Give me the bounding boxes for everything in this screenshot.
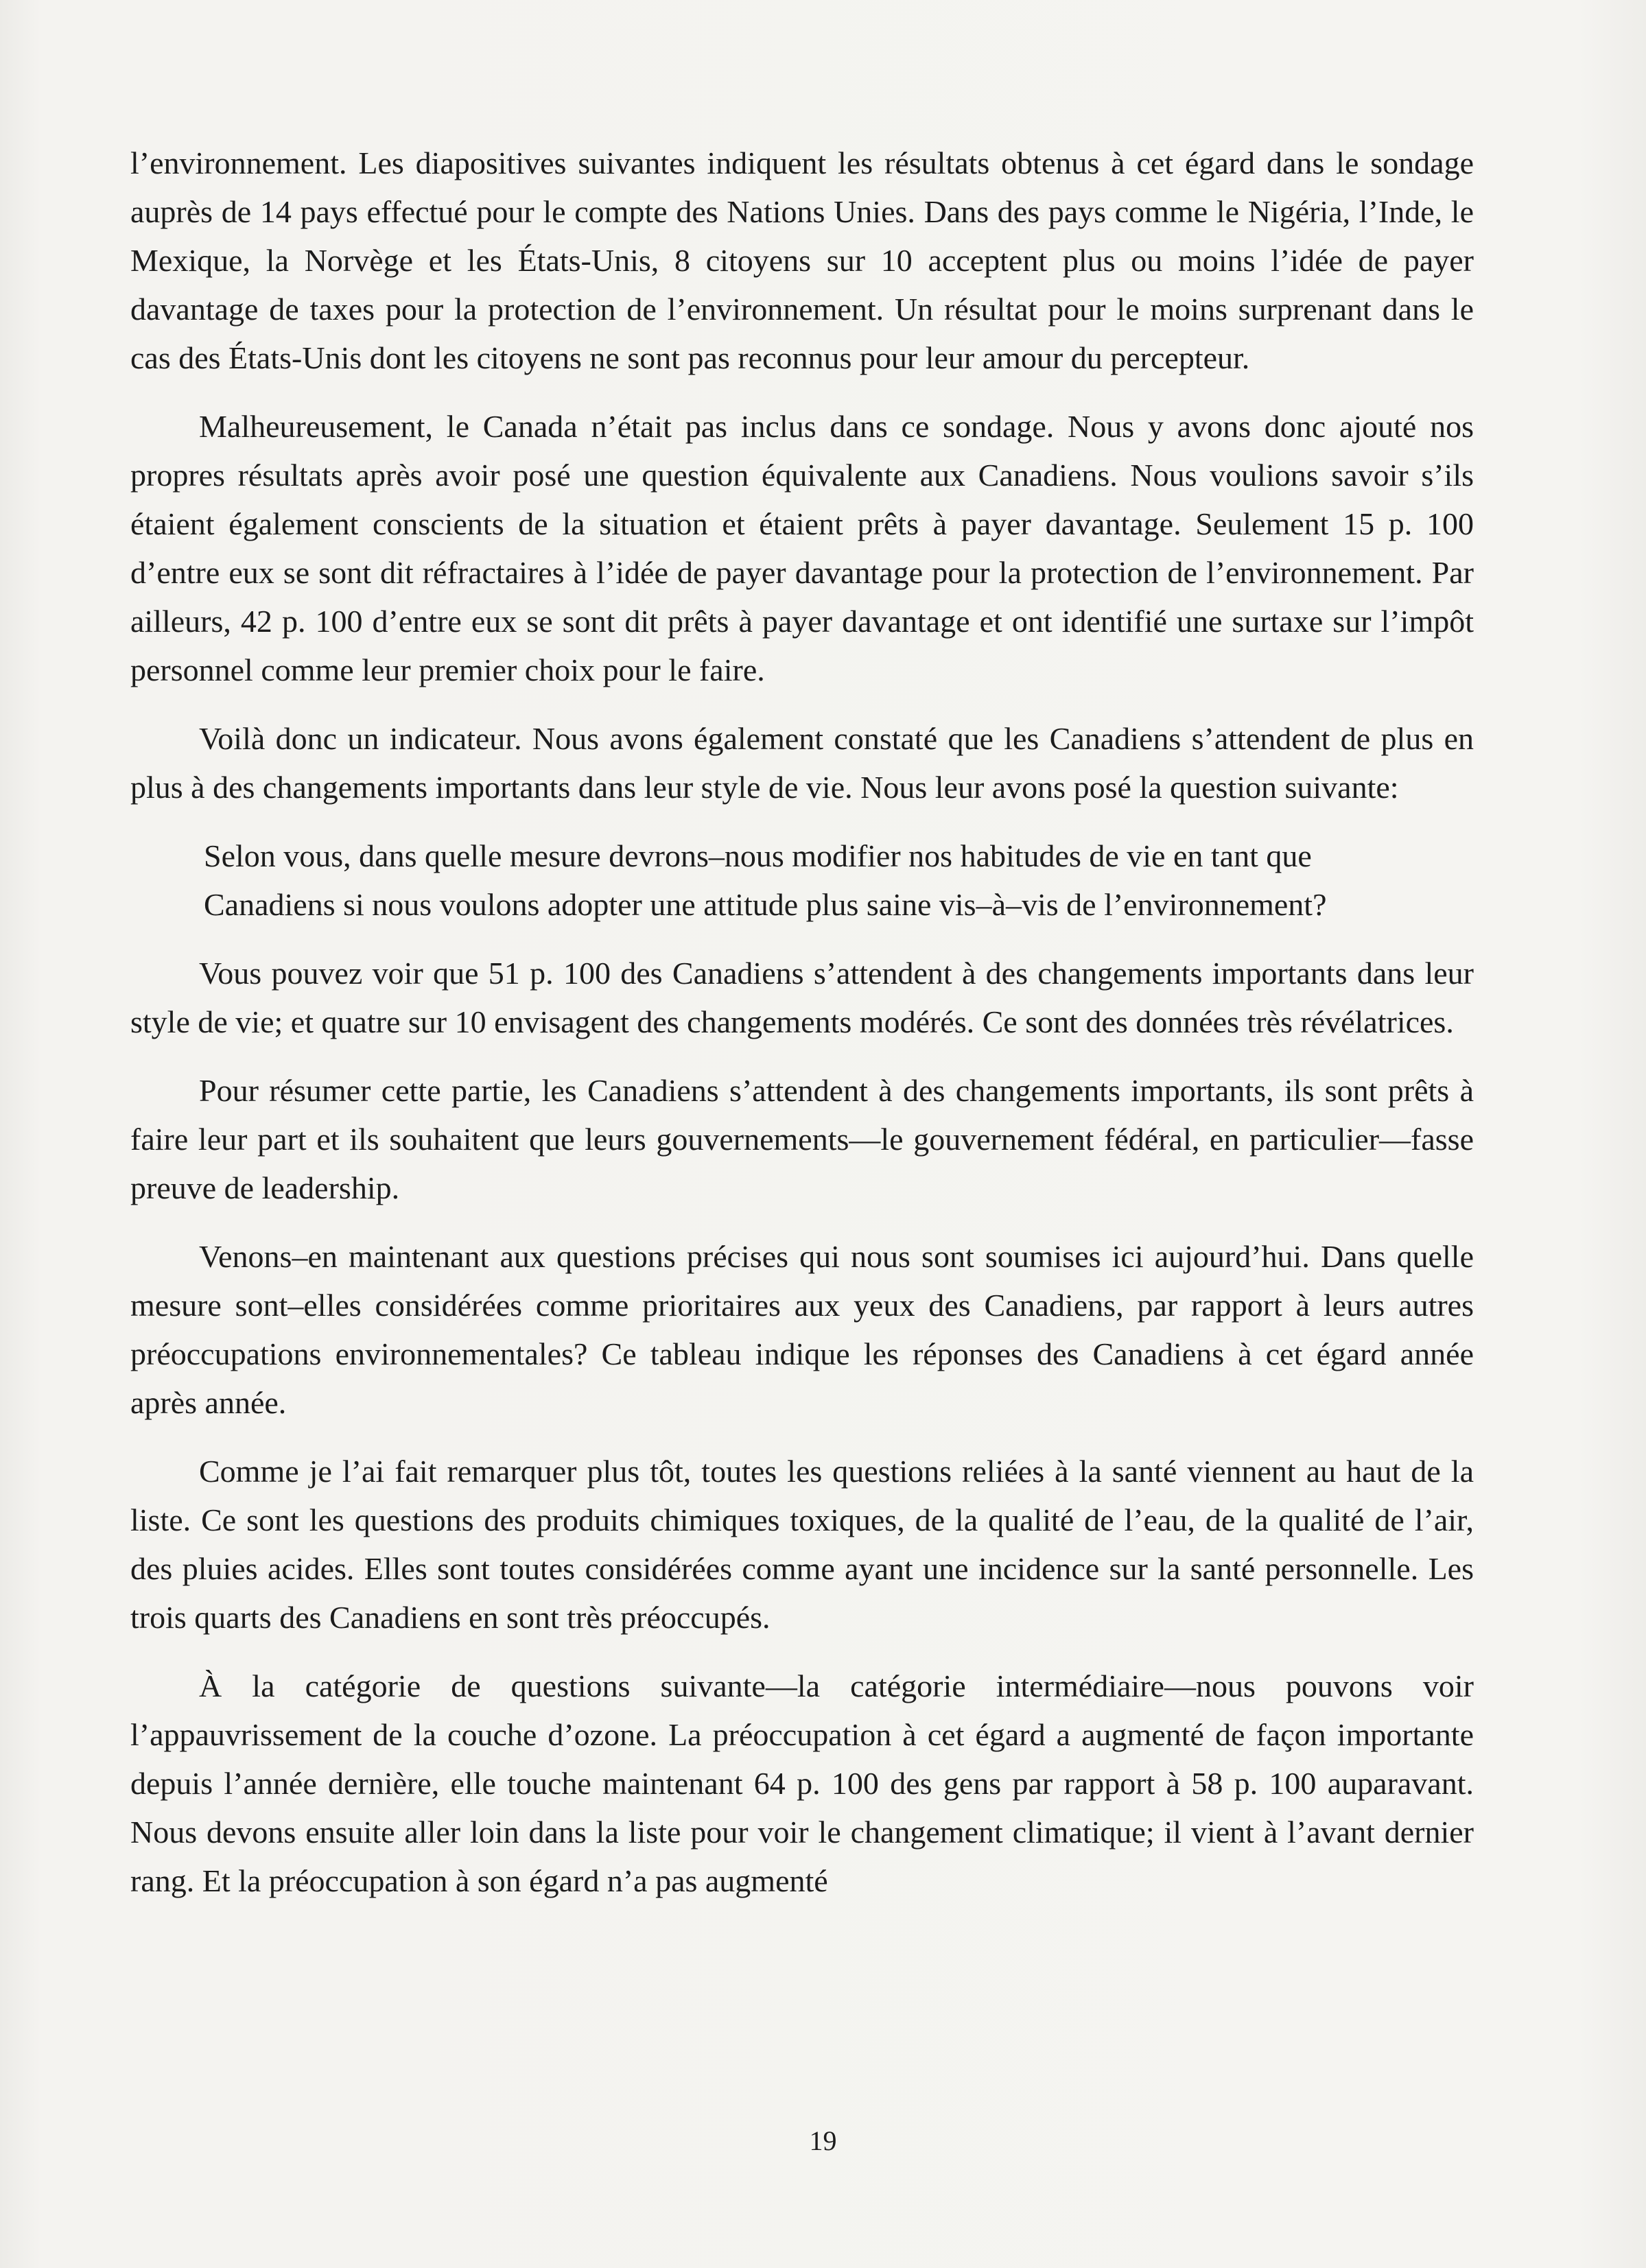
page-number: 19: [809, 2125, 837, 2156]
survey-question-quote: Selon vous, dans quelle mesure devrons–nous modifier nos habitudes de vie en tant que Canadiens si nous voulons adopter une attitude plus saine vis–à–vis de l’environnement?: [204, 838, 1327, 922]
paragraph-5: Pour résumer cette partie, les Canadiens s’attendent à des changements importants, ils sont prêts à faire leur part et ils souhaitent que leurs gouvernements—le gouvernement fédéral, en particulier—fasse preuve de leadership.: [130, 1073, 1474, 1205]
paragraph-4: Vous pouvez voir que 51 p. 100 des Canadiens s’attendent à des changements importants dans leur style de vie; et quatre sur 10 envisagent des changements modérés. Ce sont des données très révélatrices.: [130, 956, 1474, 1039]
paragraph-7: Comme je l’ai fait remarquer plus tôt, toutes les questions reliées à la santé viennent au haut de la liste. Ce sont les questions des produits chimiques toxiques, de la qualité de l’eau, de la qualité de l’air, des pluies acides. Elles sont toutes considérées comme ayant une incidence sur la santé personnelle. Les trois quarts des Canadiens en sont très préoccupés.: [130, 1454, 1474, 1635]
body-text: [130, 139, 1474, 1925]
paragraph-3: Voilà donc un indicateur. Nous avons également constaté que les Canadiens s’attendent de plus en plus à des changements importants dans leur style de vie. Nous leur avons posé la question suivante:: [130, 721, 1474, 805]
paragraph-2: Malheureusement, le Canada n’était pas inclus dans ce sondage. Nous y avons donc ajouté nos propres résultats après avoir posé une question équivalente aux Canadiens. Nous voulions savoir s’ils étaient également conscients de la situation et étaient prêts à payer davantage. Seulement 15 p. 100 d’entre eux se sont dit réfractaires à l’idée de payer davantage pour la protection de l’environnement. Par ailleurs, 42 p. 100 d’entre eux se sont dit prêts à payer davantage et ont identifié une surtaxe sur l’impôt personnel comme leur premier choix pour le faire.: [130, 409, 1474, 687]
paragraph-1: l’environnement. Les diapositives suivantes indiquent les résultats obtenus à cet égard dans le sondage auprès de 14 pays effectué pour le compte des Nations Unies. Dans des pays comme le Nigéria, l’Inde, le Mexique, la Norvège et les États-Unis, 8 citoyens sur 10 acceptent plus ou moins l’idée de payer davantage de taxes pour la protection de l’environnement. Un résultat pour le moins surprenant dans le cas des États-Unis dont les citoyens ne sont pas reconnus pour leur amour du percepteur.: [130, 145, 1474, 375]
paragraph-8: À la catégorie de questions suivante—la catégorie intermédiaire—nous pouvons voir l’appauvrissement de la couche d’ozone. La préoccupation à cet égard a augmenté de façon importante depuis l’année dernière, elle touche maintenant 64 p. 100 des gens par rapport à 58 p. 100 auparavant. Nous devons ensuite aller loin dans la liste pour voir le changement climatique; il vient à l’avant dernier rang. Et la préoccupation à son égard n’a pas augmenté: [130, 1668, 1474, 1898]
paragraph-6: Venons–en maintenant aux questions précises qui nous sont soumises ici aujourd’hui. Dans quelle mesure sont–elles considérées comme prioritaires aux yeux des Canadiens, par rapport à leurs autres préoccupations environnementales? Ce tableau indique les réponses des Canadiens à cet égard année après année.: [130, 1239, 1474, 1420]
